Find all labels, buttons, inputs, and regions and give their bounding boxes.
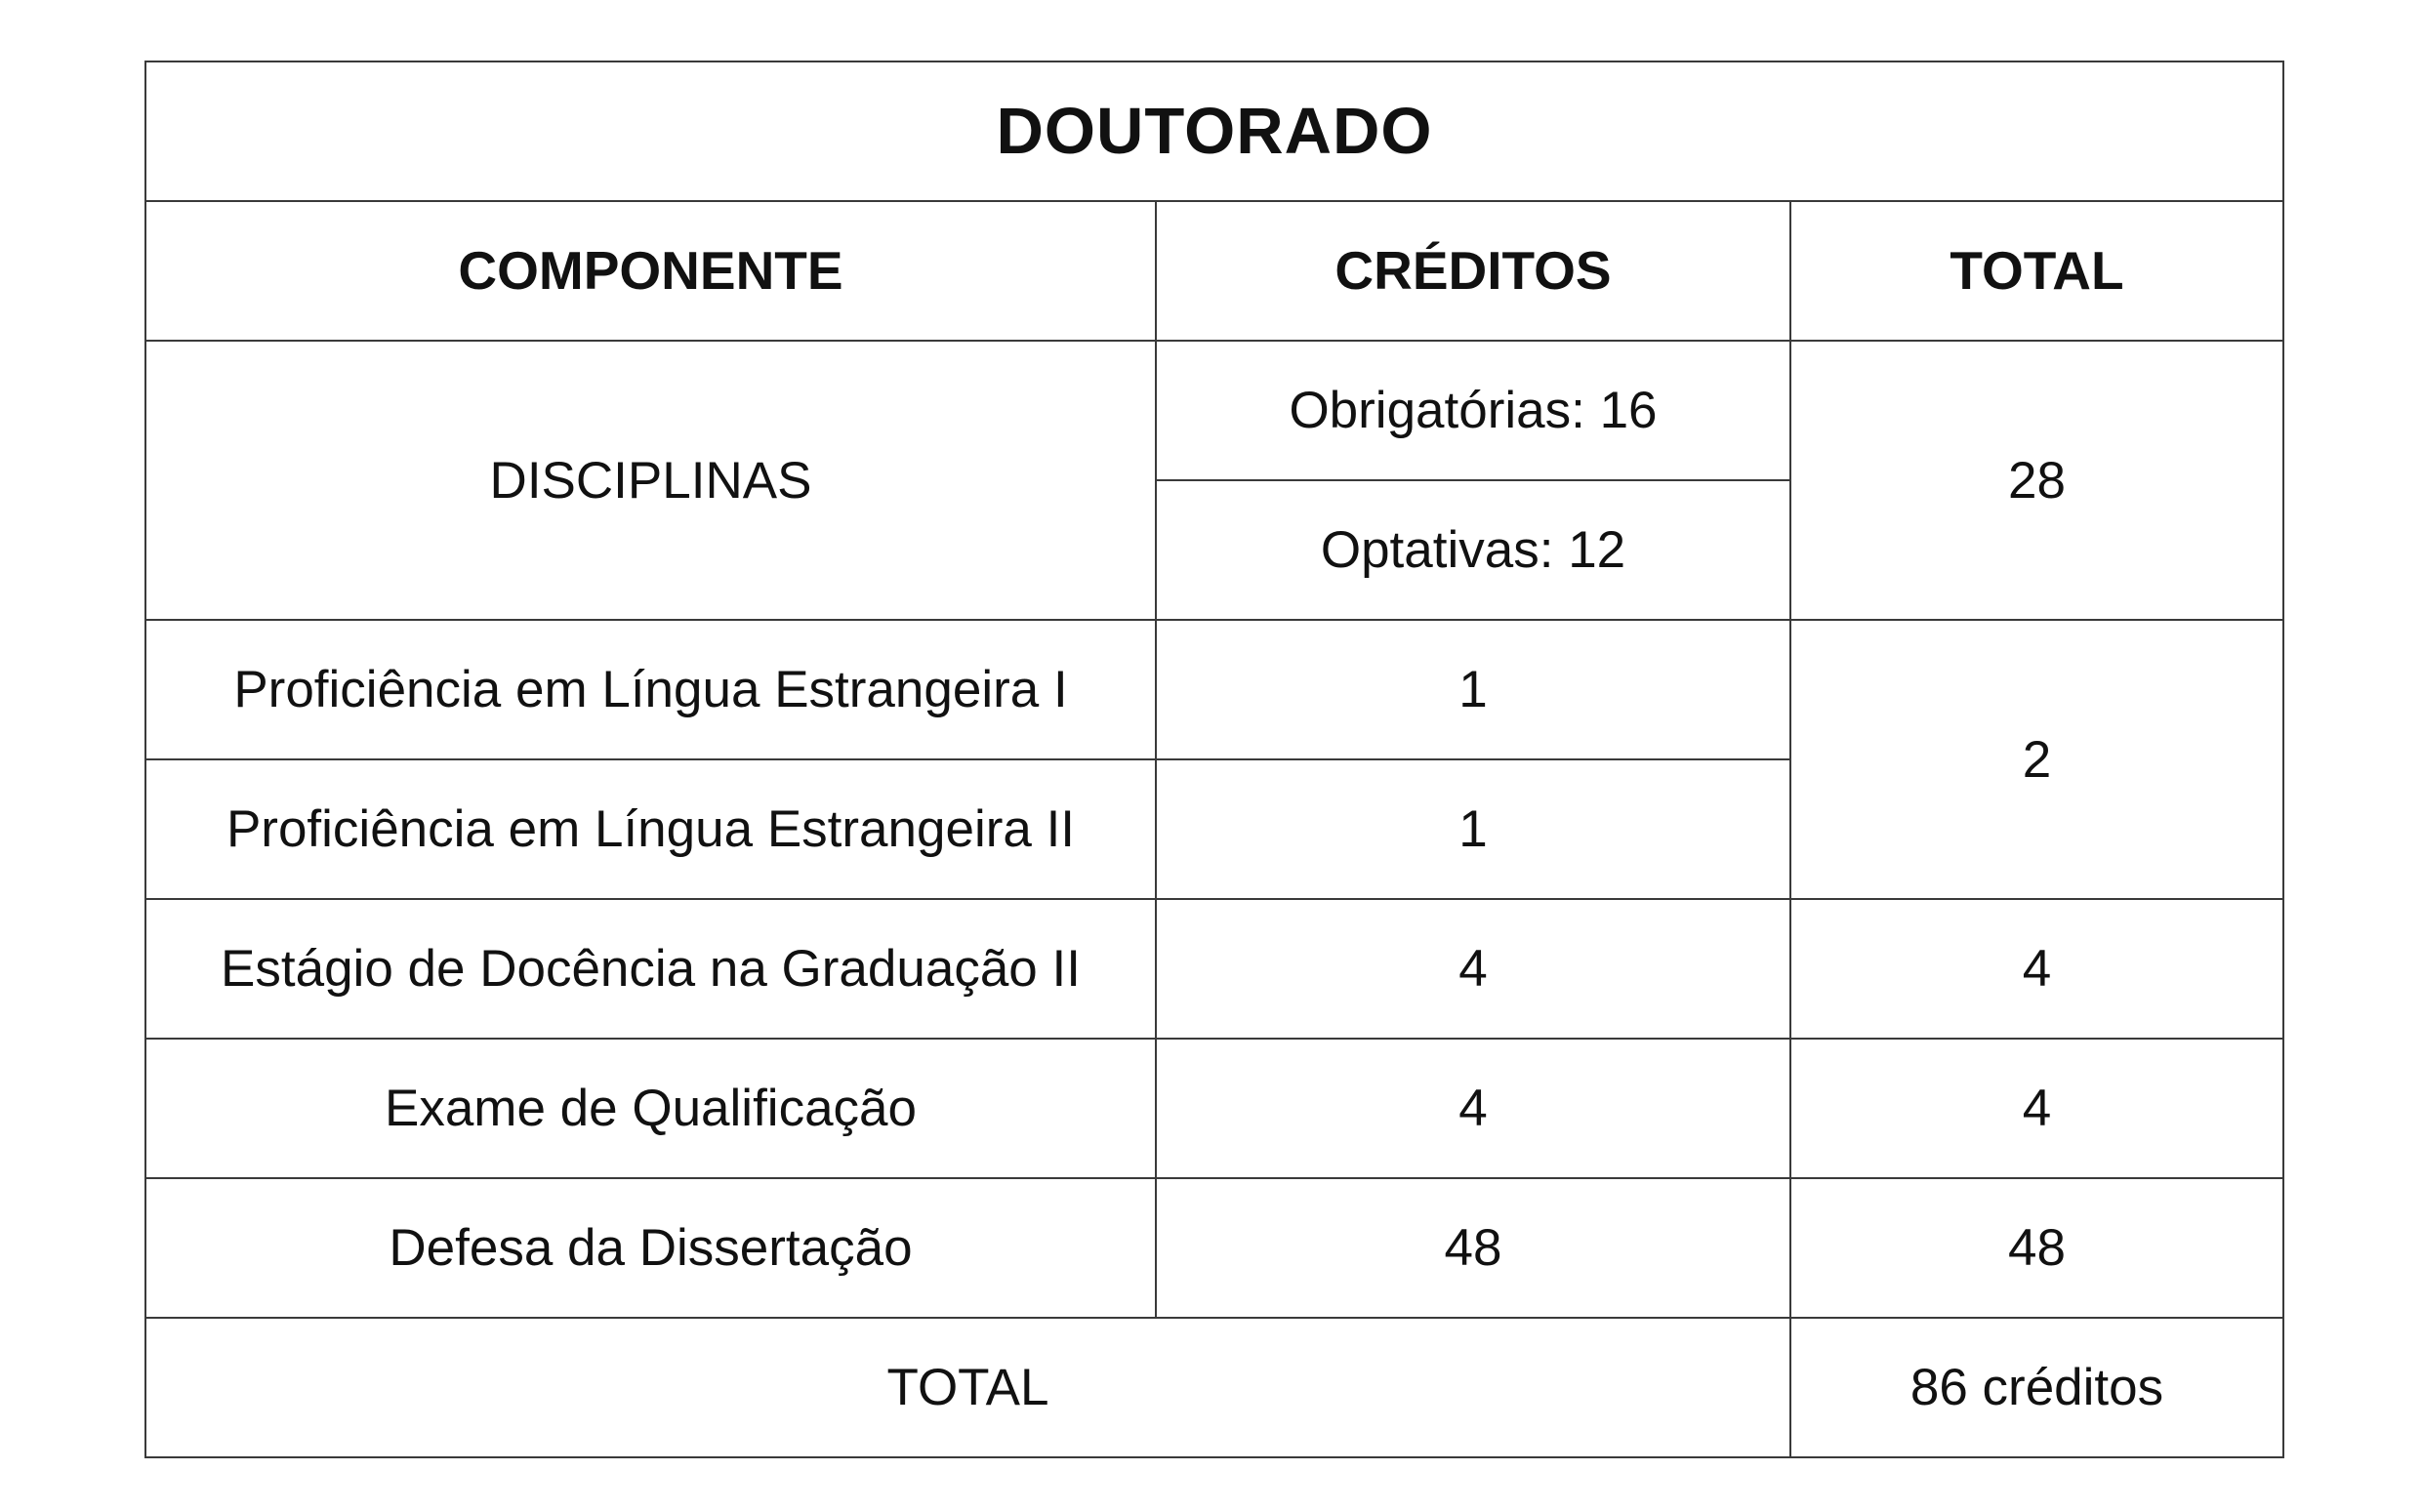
table-title: DOUTORADO [145,61,2283,201]
title-row [145,61,2283,201]
defesa-label: Defesa da Dissertação [145,1178,1156,1318]
proficiencia-1-credits: 1 [1156,620,1790,759]
table-row [145,1178,2283,1318]
exame-total: 4 [1790,1039,2283,1178]
defesa-total: 48 [1790,1178,2283,1318]
header-total: TOTAL [1790,201,2283,341]
footer-total-label: TOTAL [145,1318,1790,1457]
header-creditos: CRÉDITOS [1156,201,1790,341]
proficiencia-total: 2 [1790,620,2283,899]
table-row [145,899,2283,1039]
estagio-label: Estágio de Docência na Graduação II [145,899,1156,1039]
credits-table [144,61,2284,1458]
proficiencia-2-credits: 1 [1156,759,1790,899]
estagio-credits: 4 [1156,899,1790,1039]
disciplinas-label: DISCIPLINAS [145,341,1156,620]
exame-label: Exame de Qualificação [145,1039,1156,1178]
header-row [145,201,2283,341]
disciplinas-total: 28 [1790,341,2283,620]
header-componente: COMPONENTE [145,201,1156,341]
footer-row [145,1318,2283,1457]
table-row [145,1039,2283,1178]
table-row [145,620,2283,759]
proficiencia-2-label: Proficiência em Língua Estrangeira II [145,759,1156,899]
obrigatorias-credits: Obrigatórias: 16 [1156,341,1790,480]
defesa-credits: 48 [1156,1178,1790,1318]
table-row [145,341,2283,480]
estagio-total: 4 [1790,899,2283,1039]
proficiencia-1-label: Proficiência em Língua Estrangeira I [145,620,1156,759]
footer-total-value: 86 créditos [1790,1318,2283,1457]
exame-credits: 4 [1156,1039,1790,1178]
optativas-credits: Optativas: 12 [1156,480,1790,620]
